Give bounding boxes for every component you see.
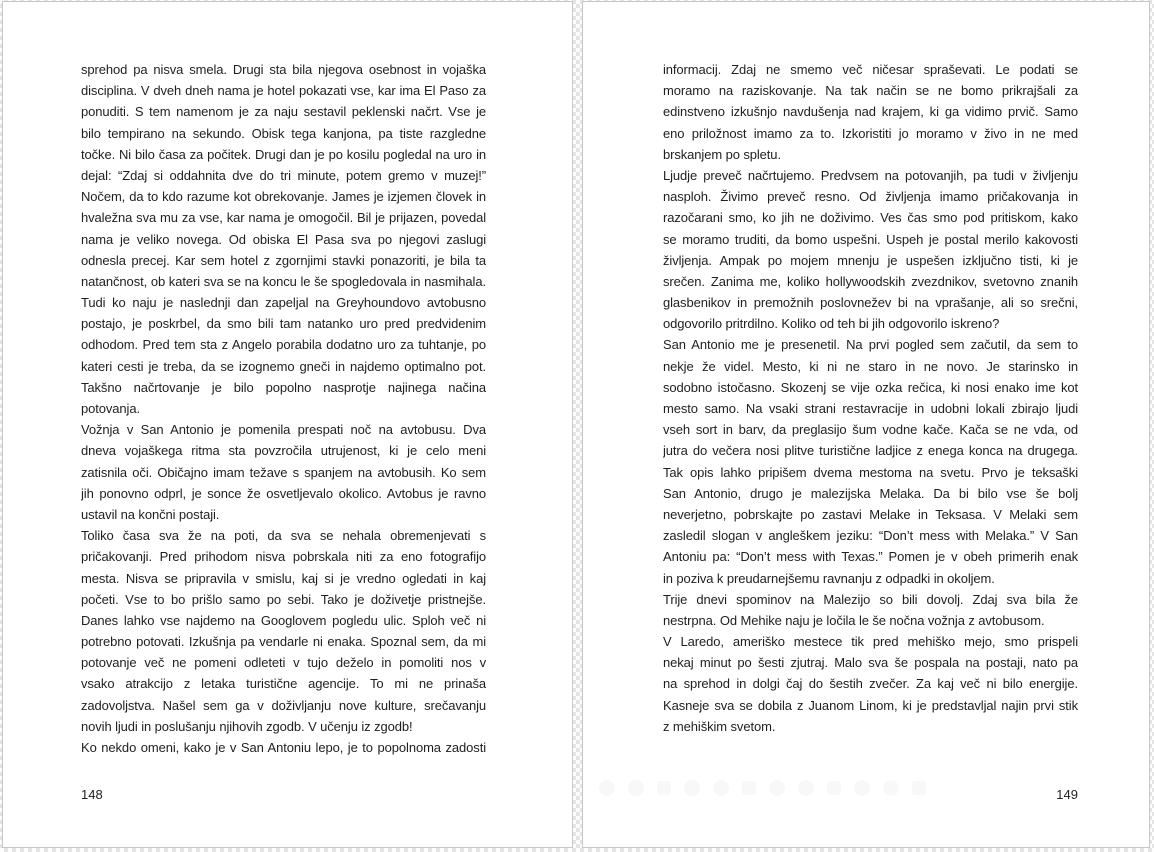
text-line: glasbenikov in premožnih poslovnežev bi na vprašanje, ali so srečni, — [663, 295, 1078, 311]
text-line: se moramo truditi, da bomo uspešni. Uspeh je postal merilo kakovosti — [663, 231, 1078, 247]
text-line: življenja. Ampak po mojem mnenju je uspešen izključno tisti, ki je — [663, 252, 1078, 268]
text-line: početi. Vse to bo prišlo samo po sebi. Tako je doživetje pristnejše. — [81, 591, 486, 607]
text-line: mesta. Nisva se pripravila v smislu, kaj si je vredno ogledati in kaj — [81, 570, 486, 586]
page-number: 148 — [81, 787, 103, 802]
paragraph — [663, 631, 1078, 737]
text-line: mesto samo. Na vsaki strani restavracije in udobni lokali zbirajo ljudi — [663, 401, 1078, 416]
text-line: zadovoljstva. Našel sem ga v doživljanju nove kulture, srečavanju — [81, 697, 486, 713]
paragraph — [81, 525, 486, 737]
text-line: nasploh. Živimo preveč resno. Od življenja imamo pričakovanja in — [663, 189, 1078, 205]
text-column — [81, 59, 486, 758]
text-line: Takšno načrtovanje je bilo popolno nasprotje najinega načina — [81, 379, 486, 395]
text-line: moramo na raziskovanje. Na tak način se ne bomo prikrajšali za — [663, 83, 1078, 99]
text-line: dneva vojaškega ritma sta povzročila utrujenost, ki je celo meni — [81, 443, 486, 459]
text-line: in poziva k preudarnejšemu ravnanju z odpadki in okoljem. — [663, 570, 995, 586]
text-line: Ljudje preveč načrtujemo. Predvsem na potovanjih, pa tudi v življenju — [663, 167, 1078, 183]
text-line: razočarani smo, ko jih ne doživimo. Ves čas smo pod pritiskom, kako — [663, 210, 1078, 226]
text-line: Antoniu pa: “Don’t mess with Texas.” Pomen je v obeh primerih enak — [663, 549, 1078, 565]
text-line: Ko nekdo omeni, kako je v San Antoniu lepo, je to popolnoma zadosti — [81, 740, 486, 755]
text-line: eno priložnost imamo za to. Izkoristiti jo moramo v živo in ne med — [663, 125, 1078, 141]
text-line: Kasneje sva se dobila z Juanom Linom, ki je predstavljal najin prvi stik — [663, 697, 1078, 713]
text-line: sodobno istočasno. Skozenj se vije ozka rečica, ki nosi enako ime kot — [663, 379, 1078, 395]
text-line: odgovorilo pritrdilno. Koliko od teh bi jih odgovorilo iskreno? — [663, 316, 1000, 332]
page-right — [582, 1, 1150, 848]
paragraph — [663, 59, 1078, 165]
text-line: nekaj minut po šesti zjutraj. Malo sva še pospala na postaji, nato pa — [663, 655, 1078, 671]
text-line: sprehod pa nisva smela. Drugi sta bila njegova osebnost in vojaška — [81, 62, 486, 77]
text-line: ustavil na končni postaji. — [81, 506, 220, 522]
paragraph — [81, 419, 486, 525]
text-line: točke. Ni bilo časa za počitek. Drugi dan je po kosilu pogledal na uro in — [81, 146, 486, 162]
text-line: Vožnja v San Antonio je pomenila prespati noč na avtobusu. Dva — [81, 422, 486, 438]
text-line: odnesla precej. Kar sem hotel z zgornjimi stavki ponazoriti, je bila ta — [81, 252, 486, 268]
paragraph — [81, 59, 486, 419]
text-line: jih ponovno odprl, je sonce že osvetljevalo okolico. Avtobus je ravno — [81, 485, 486, 501]
text-line: z mehiškim svetom. — [663, 718, 776, 734]
text-line: disciplina. V dveh dneh nama je hotel pokazati vse, kar ima El Paso za — [81, 83, 486, 99]
paragraph — [663, 165, 1078, 335]
text-line: dejal: “Zdaj si oddahnita dve do tri minute, potem gremo v muzej!” — [81, 167, 486, 183]
text-line: natančnost, ob kateri sva se na koncu le še spogledovala in nasmihala. — [81, 273, 486, 289]
text-line: informacij. Zdaj ne smemo več ničesar spraševati. Le podati se — [663, 62, 1078, 77]
text-line: Tak opis lahko pripišem dvema mestoma na svetu. Prvo je teksaški — [663, 464, 1078, 480]
text-line: Nočem, da to kdo razume kot obrekovanje. James je izjemen človek in — [81, 189, 486, 205]
paragraph — [663, 589, 1078, 631]
text-line: V Laredo, ameriško mestece tik pred mehiško mejo, smo prispeli — [663, 634, 1078, 650]
text-line: ponuditi. S tem namenom je za naju sestavil peklenski načrt. Vse je — [81, 104, 486, 120]
text-line: Tudi ko naju je naslednji dan zapeljal na Greyhoundovo avtobusno — [81, 295, 486, 311]
faded-icon — [599, 780, 615, 796]
text-line: novih ljudi in poslušanju njihovih zgodb. V učenju iz zgodb! — [81, 718, 413, 734]
text-line: potrebno potovati. Izkušnja pa vendarle ni enaka. Spoznal sem, da mi — [81, 634, 486, 650]
text-line: postajo, je poskrbel, da smo bili tam natanko uro pred predvidenim — [81, 316, 486, 332]
text-line: brskanjem po spletu. — [663, 146, 781, 162]
text-line: neverjetno, pobrskajte po zastavi Melake in Teksasa. V Melaki sem — [663, 506, 1078, 522]
text-line: vsako atrakcijo z letaka turistične agencije. To mi ne prinaša — [81, 676, 486, 692]
text-line: odhodom. Pred tem sta z Angelo porabila dodatno uro za tuhtanje, po — [81, 337, 486, 353]
text-line: Toliko časa sva že na poti, da sva se nehala obremenjevati s — [81, 528, 486, 544]
text-line: potovanja. — [81, 401, 140, 416]
text-line: Trije dnevi spominov na Malezijo so bili dovolj. Zdaj sva bila že — [663, 591, 1078, 607]
paragraph — [81, 737, 486, 758]
text-line: zasledil slogan v angleškem jeziku: “Don’t mess with Melaka.” V San — [663, 528, 1078, 544]
text-line: San Antonio, drugo je malezijska Melaka. Da bi bilo vse še bolj — [663, 485, 1078, 501]
text-line: nekje že videl. Mesto, ki ni ne staro in ne novo. Je starinsko in — [663, 358, 1078, 374]
text-line: bilo tempirano na sekundo. Obisk tega kanjona, pa tiste razgledne — [81, 125, 486, 141]
text-line: Danes lahko vse najdemo na Googlovem pogledu ulic. Sploh več ni — [81, 612, 486, 628]
text-line: na sprehod in dolgi čaj do šestih zvečer. Za kaj več ni bilo energije. — [663, 676, 1078, 692]
text-line: srečen. Zanima me, koliko hollywoodskih zvezdnikov, svetovno znanih — [663, 273, 1078, 289]
text-line: kateri cesti je treba, da se izognemo gneči in najdemo optimalno pot. — [81, 358, 486, 374]
text-line: vseh sort in barv, da preglasijo šum vodne kače. Kača se ne vda, od — [663, 422, 1078, 438]
paragraph — [663, 334, 1078, 588]
text-line: potovanje več ne pomeni odleteti v tujo deželo in pomoliti nos v — [81, 655, 486, 671]
text-line: pričakovanji. Pred prihodom nisva pobrskala niti za eno fotografijo — [81, 549, 486, 565]
page-number: 149 — [1056, 787, 1078, 802]
text-line: edinstveno izkušnjo navdušenja nad krajem, ki ga vidimo prvič. Samo — [663, 104, 1078, 120]
text-line: zatisnila oči. Običajno imam težave s spanjem na avtobusih. Ko sem — [81, 464, 486, 480]
text-line: jutra do večera nosi plitve turistične ladjice z enega konca na drugega. — [663, 443, 1078, 459]
faded-icon — [628, 780, 644, 796]
text-line: nestrpna. Od Mehike naju je ločila le še nočna vožnja z avtobusom. — [663, 612, 1045, 628]
text-line: San Antonio me je presenetil. Na prvi pogled sem začutil, da sem to — [663, 337, 1078, 353]
text-line: nama je veliko novega. Od obiska El Pasa sva po njegovi zaslugi — [81, 231, 486, 247]
text-line: hvaležna sva mu za vse, kar nama je omogočil. Bil je prijazen, povedal — [81, 210, 486, 226]
page-left — [2, 1, 573, 848]
text-column — [663, 59, 1078, 737]
